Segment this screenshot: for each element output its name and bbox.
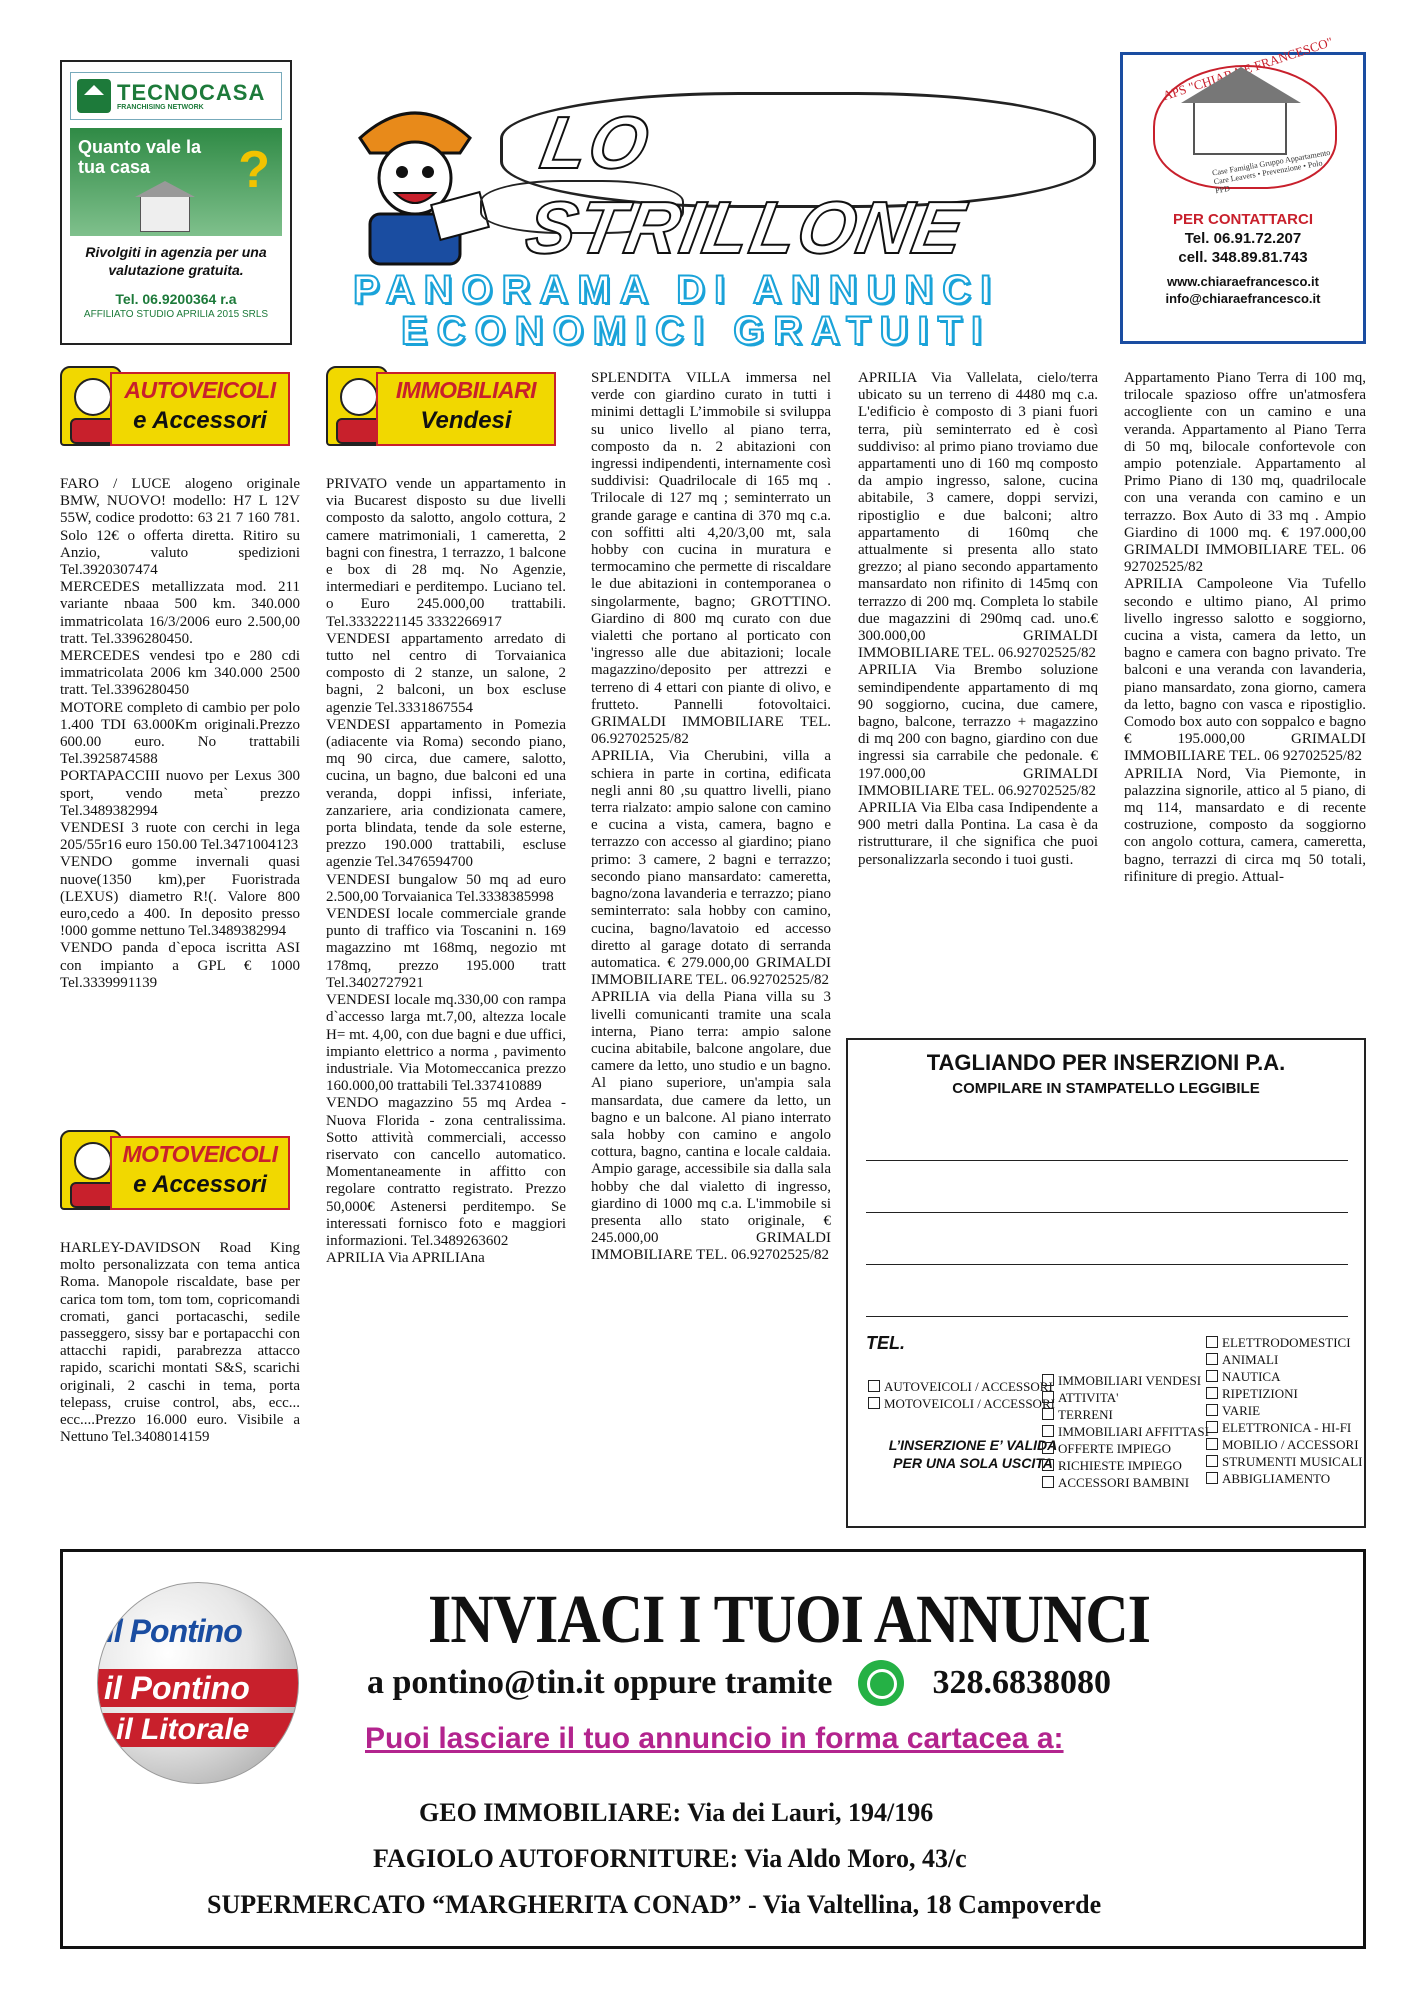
badge-title: IMMOBILIARI xyxy=(395,377,537,403)
contact-email[interactable]: info@chiaraefrancesco.it xyxy=(1165,291,1321,306)
ads-column-motoveicoli xyxy=(60,1240,300,1446)
list-item: VENDESI 3 ruote con cerchi in lega 205/55r16 euro 150.00 Tel.3471004123 xyxy=(60,820,300,854)
masthead-tagline-2: ECONOMICI GRATUITI xyxy=(401,309,992,353)
coupon-write-line[interactable] xyxy=(866,1264,1348,1265)
masthead-tagline-1: PANORAMA DI ANNUNCI xyxy=(353,268,1001,312)
coupon-title: TAGLIANDO PER INSERZIONI P.A. xyxy=(926,1050,1286,1075)
list-item: SPLENDITA VILLA immersa nel verde con giardino curato in tutti i minimi dettagli L’immobile si sviluppa su unico livello al piano terra, composto da n. 2 abitazioni con ingressi indipendenti, internamente così suddivisi: Quadrilocale di 165 mq . Trilocale di 127 mq ; seminterrato un grande garage e cantina di 370 mq c.a. con soffitti alti 4,20/3,00 mt, sala hobby con cucina in muratura e termocamino che permette di riscaldare le due abitazioni in contemporanea o singolarmente, bagno; GROTTINO. Giardino di 800 mq curato con due vialetti che portano al porticato con 'ingresso alle due abitazioni; locale magazzino/deposito per attrezzi e terreno di 4 ettari con piante di olivo, e frutteto. Pannelli fotovoltaici. GRIMALDI IMMOBILIARE TEL. 06.92702525/82 xyxy=(591,370,831,748)
checkbox-ripetizioni[interactable]: RIPETIZIONI xyxy=(1206,1385,1362,1402)
masthead-logo xyxy=(320,80,1100,280)
list-item: VENDO magazzino 55 mq Ardea - Nuova Florida - zona centralissima. Sotto attività commerciali, accesso riservato con cancello automatico. Momentaneamente in affitto con regolare contratto registrato. Prezzo 50,000€ Astenersi perditempo. Se interessati fornisco foto e maggiori informazioni. Tel.3489263602 xyxy=(326,1095,566,1249)
checkbox-terreni[interactable]: TERRENI xyxy=(1042,1406,1209,1423)
chiara-francesco-ad xyxy=(1120,33,1366,344)
badge-title: MOTOVEICOLI xyxy=(122,1141,278,1167)
tecnocasa-logo xyxy=(70,72,282,120)
list-item: APRILIA Nord, Via Piemonte, in palazzina signorile, attico al 5 piano, di mq 114, mansardato e di recente costruzione, composto da soggiorno con angolo cottura, camera, cameretta, bagno, terrazzi di circa mq 50 totali, rifiniture di pregio. Attual- xyxy=(1124,765,1366,885)
list-item: VENDESI bungalow 50 mq ad euro 2.500,00 Torvaianica Tel.3338385998 xyxy=(326,871,566,905)
contact-tel: Tel. 06.91.72.207 xyxy=(1184,230,1302,247)
masthead-title: LO STRILLONE xyxy=(520,101,973,269)
list-item: APRILIA via della Piana villa su 3 livelli comunicanti tramite una scala interna, Piano terra: ampio salone cucina abitabile, balcone angolare, due camere da letto, uno studio e un bagno. Al piano superiore, un'ampia sala mansardata, due camere da letto, un bagno e un balcone. Al piano interrato sala hobby con camino e angolo cottura, bagno, cantina e locale caldaia. Ampio garage, accessibile sia dalla sala hobby che dal vialetto di ingresso, giardino di 1000 mq c.a. L'immobile si presenta allo stato originale, € 245.000,00 GRIMALDI IMMOBILIARE TEL. 06.92702525/82 xyxy=(591,989,831,1264)
ads-column-immobiliari-1 xyxy=(326,476,566,1267)
tecnocasa-name: TECNOCASA xyxy=(117,79,266,105)
chiara-logo xyxy=(1123,33,1363,205)
section-badge-motoveicoli xyxy=(60,1130,292,1214)
section-badge-autoveicoli xyxy=(60,366,292,450)
ads-column-immobiliari-2 xyxy=(591,370,831,1265)
coupon-write-line[interactable] xyxy=(866,1160,1348,1161)
house-icon xyxy=(77,79,111,113)
checkbox-accessori-bambini[interactable]: ACCESSORI BAMBINI xyxy=(1042,1474,1209,1491)
checkbox-animali[interactable]: ANIMALI xyxy=(1206,1351,1362,1368)
tecnocasa-cta: Rivolgiti in agenzia per una valutazione gratuita. xyxy=(85,244,267,278)
chiara-subtitle: Case Famiglia Gruppo Appartamento Care Leavers • Prevenzione • Polo PPD xyxy=(1211,147,1331,195)
checkbox-immobiliari-affittasi[interactable]: IMMOBILIARI AFFITTASI xyxy=(1042,1423,1209,1440)
ads-column-autoveicoli xyxy=(60,476,300,992)
globe-label-2: il Pontino xyxy=(104,1670,250,1706)
submit-email-text[interactable]: a pontino@tin.it oppure tramite xyxy=(367,1664,833,1701)
checkbox-mobilio[interactable]: MOBILIO / ACCESSORI xyxy=(1206,1436,1362,1453)
contact-website[interactable]: www.chiaraefrancesco.it xyxy=(1167,274,1319,289)
question-mark-icon: ? xyxy=(238,141,270,199)
checkbox-elettronica[interactable]: ELETTRONICA - HI-FI xyxy=(1206,1419,1362,1436)
tecnocasa-tel: Tel. 06.9200364 r.a xyxy=(115,291,237,307)
house-icon xyxy=(1193,103,1287,155)
list-item: VENDESI locale mq.330,00 con rampa d`accesso larga mt.7,00, altezza locale H= mt. 4,00, con due bagni e due uffici, impianto elettrico a norma , pavimento industriale. Via Motomeccanica prezzo 160.000,00 trattabili Tel.337410889 xyxy=(326,992,566,1095)
tecnocasa-banner xyxy=(70,128,282,236)
list-item: APRILIA Via Elba casa Indipendente a 900 metri dalla Pontina. La casa è da ristrutturare, il che significa che puoi personalizzarla secondo i tuoi gusti. xyxy=(858,800,1098,868)
list-item: MERCEDES metallizzata mod. 211 variante nbaaa 500 km. 340.000 immatricolata 16/3/2006 euro 2.500,00 tratt. Tel.3396280450. xyxy=(60,579,300,647)
coupon-category-group-b xyxy=(1042,1372,1209,1491)
submit-contact-line xyxy=(367,1660,1111,1706)
list-item: APRILIA Via APRILIAna xyxy=(326,1250,485,1267)
checkbox-nautica[interactable]: NAUTICA xyxy=(1206,1368,1362,1385)
list-item: MERCEDES vendesi tpo e 280 cdi immatricolata 2006 km 340.000 2500 tratt. Tel.3396280450 xyxy=(60,648,300,699)
coupon-tel-label: TEL. xyxy=(866,1333,905,1353)
tecnocasa-question: Quanto vale la tua casa xyxy=(78,137,202,177)
checkbox-varie[interactable]: VARIE xyxy=(1206,1402,1362,1419)
badge-title: AUTOVEICOLI xyxy=(124,377,276,403)
checkbox-attivita[interactable]: ATTIVITA' xyxy=(1042,1389,1209,1406)
chiara-arc-label: APS "CHIARA E FRANCESCO" xyxy=(1160,33,1335,104)
checkbox-autoveicoli[interactable]: AUTOVEICOLI / ACCESSORI xyxy=(868,1378,1055,1395)
submit-phone[interactable]: 328.6838080 xyxy=(932,1664,1111,1701)
badge-subtitle: Vendesi xyxy=(420,407,512,434)
address-line: GEO IMMOBILIARE: Via dei Lauri, 194/196 xyxy=(419,1798,934,1827)
list-item: VENDESI appartamento arredato di tutto nel centro di Torvaianica composto di 2 stanze, un salone, 2 bagni, 2 balconi, un box escluse agenzie Tel.3331867554 xyxy=(326,630,566,716)
badge-subtitle: e Accessori xyxy=(133,407,267,434)
list-item: APRILIA Via Brembo soluzione semindipendente appartamento di mq 90 soggiorno, cucina, due camere, bagno, balcone, terrazzo + magazzino di mq 200 con bagno, giardino con due ingressi sia carrabile che pedonale. € 197.000,00 GRIMALDI IMMOBILIARE TEL. 06.92702525/82 xyxy=(858,662,1098,799)
list-item: APRILIA Via Vallelata, cielo/terra ubicato su un terreno di 4480 mq c.a. L'edificio è composto di 3 piani fuori terra, più seminterrato ed è così suddiviso: al primo piano troviamo due appartamenti uno di 160 mq composto da ampio ingresso, salone, cucina abitabile, 3 camere, doppi servizi, ripostiglio e due balconi; altro appartamento di 160mq che attualmente si presenta allo stato grezzo; al piano secondo appartamento mansardato non rifinito di 145mq con terrazzo di 200 mq. Completa lo stabile due magazzini di 290mq cad. uno.€ 300.000,00 GRIMALDI IMMOBILIARE TEL. 06.92702525/82 xyxy=(858,370,1098,662)
tecnocasa-affiliate: AFFILIATO STUDIO APRILIA 2015 SRLS xyxy=(83,309,269,320)
tecnocasa-ad xyxy=(60,60,292,345)
section-badge-immobiliari xyxy=(326,366,558,450)
coupon-subtitle: COMPILARE IN STAMPATELLO LEGGIBILE xyxy=(952,1080,1260,1097)
list-item: PORTAPACCIII nuovo per Lexus 300 sport, vendo meta` prezzo Tel.3489382994 xyxy=(60,768,300,819)
coupon-write-line[interactable] xyxy=(866,1316,1348,1317)
checkbox-elettrodomestici[interactable]: ELETTRODOMESTICI xyxy=(1206,1334,1362,1351)
ads-column-immobiliari-4 xyxy=(1124,370,1366,886)
badge-subtitle: e Accessori xyxy=(133,1171,267,1198)
list-item: Appartamento Piano Terra di 100 mq, trilocale spazioso offre un'atmosfera accogliente con un camino e una veranda. Appartamento al Piano Terra di 50 mq, bilocale confortevole con ampio potenziale. Appartamento al Primo Piano di 130 mq, quadrilocale con una veranda con camino e un terrazzo. Box Auto di 33 mq . Ampio Giardino di 1000 mq. € 197.000,00 GRIMALDI IMMOBILIARE TEL. 06 92702525/82 xyxy=(1124,370,1366,576)
whatsapp-icon xyxy=(858,1660,904,1706)
coupon-category-group-c xyxy=(1206,1334,1362,1487)
coupon-write-line[interactable] xyxy=(866,1212,1348,1213)
checkbox-motoveicoli[interactable]: MOTOVEICOLI / ACCESSORI xyxy=(868,1395,1055,1412)
address-line: FAGIOLO AUTOFORNITURE: Via Aldo Moro, 43/c xyxy=(373,1844,967,1873)
model-house-icon xyxy=(140,196,190,232)
submit-headline: INVIACI I TUOI ANNUNCI xyxy=(428,1581,1151,1658)
checkbox-offerte-impiego[interactable]: OFFERTE IMPIEGO xyxy=(1042,1440,1209,1457)
list-item: APRILIA, Via Cherubini, villa a schiera in parte in cortina, edificata negli anni 80 ,su quattro livelli, piano terra rialzato: ampio salone con camino e cucina a vista, camera, bagno e terrazzo con accesso al giardino; piano primo: 3 camere, 2 bagni e terrazzo; secondo piano mansardato: cameretta, bagno/zona lavanderia e terrazzo; piano seminterrato: sala hobby con camino, cucina, bagno/lavatoio ed accesso diretto al garage dotato di serranda automatica. € 279.000,00 GRIMALDI IMMOBILIARE TEL. 06.92702525/82 xyxy=(591,748,831,989)
coupon-validity-note: L’INSERZIONE E’ VALIDA PER UNA SOLA USCITA xyxy=(888,1437,1058,1471)
coupon-category-group-a xyxy=(868,1378,1055,1412)
list-item: PRIVATO vende un appartamento in via Bucarest disposto su due livelli composto da salotto, angolo cottura, 2 camere matrimoniali, 1 cameretta, 2 bagni con finestra, 1 terrazzo, 1 balcone e box di 28 mq. No Agenzie, intermediari e perditempo. Luciano tel. o Euro 245.000,00 trattabili. Tel.3332221145 3332266917 xyxy=(326,476,566,630)
publications-globe-logo xyxy=(97,1582,299,1784)
list-item: MOTORE completo di cambio per polo 1.400 TDI 63.000Km originali.Prezzo 600.00 euro. No trattabili Tel.3925874588 xyxy=(60,699,300,768)
tecnocasa-network: FRANCHISING NETWORK xyxy=(117,103,204,111)
newsboy-mascot-icon xyxy=(340,98,490,278)
list-item: VENDO gomme invernali quasi nuove(1350 km),per Fuoristrada (LEXUS) diametro R!(. Valore 800 euro,cedo a 400. In deposito presso !000 gomme nettuno Tel.3489382994 xyxy=(60,854,300,940)
checkbox-abbigliamento[interactable]: ABBIGLIAMENTO xyxy=(1206,1470,1362,1487)
contact-heading: PER CONTATTARCI xyxy=(1173,211,1313,228)
insertion-coupon xyxy=(846,1038,1366,1528)
globe-label-1: il Pontino xyxy=(106,1613,242,1649)
paper-submit-note: Puoi lasciare il tuo annuncio in forma cartacea a: xyxy=(365,1722,1064,1755)
ads-column-immobiliari-3 xyxy=(858,370,1098,869)
submit-ads-box xyxy=(60,1549,1366,1949)
checkbox-richieste-impiego[interactable]: RICHIESTE IMPIEGO xyxy=(1042,1457,1209,1474)
checkbox-immobiliari-vendesi[interactable]: IMMOBILIARI VENDESI xyxy=(1042,1372,1209,1389)
checkbox-strumenti-musicali[interactable]: STRUMENTI MUSICALI xyxy=(1206,1453,1362,1470)
list-item: HARLEY-DAVIDSON Road King molto personalizzata con tema antica Roma. Manopole riscaldate, base per carica tom tom, tom tom, copricomandi cromati, ganci portacaschi, sedile passeggero, sissy bar e portapacchi con attacchi rapidi, parabrezza attacco rapido, scarichi montati S&S, scarichi originali, 2 caschi in tema, porta telepass, cruise control, abs, ecc... ecc....Prezzo 16.000 euro. Visibile a Nettuno Tel.3408014159 xyxy=(60,1240,300,1446)
contact-cell: cell. 348.89.81.743 xyxy=(1178,249,1308,266)
globe-label-3: il Litorale xyxy=(116,1713,250,1746)
address-line: SUPERMERCATO “MARGHERITA CONAD” - Via Valtellina, 18 Campoverde xyxy=(207,1890,1102,1919)
list-item: VENDO panda d`epoca iscritta ASI con impianto a GPL € 1000 Tel.3339991139 xyxy=(60,940,300,991)
list-item: VENDESI appartamento in Pomezia (adiacente via Roma) secondo piano, mq 90 circa, due camere, salotto, cucina, un bagno, due balconi ed una veranda, doppi infissi, inferiate, zanzariere, aria condizionata camere, porta blindata, tende da sole esterne, prezzo 190.000 trattabili, escluse agenzie Tel.3476594700 xyxy=(326,716,566,871)
list-item: VENDESI locale commerciale grande punto di traffico via Toscanini n. 169 magazzino mt 168mq, negozio mt 178mq, prezzo 195.000 tratt Tel.3402727921 xyxy=(326,906,566,991)
list-item: FARO / LUCE alogeno originale BMW, NUOVO! modello: H7 L 12V 55W, codice prodotto: 63 21 7 160 781. Solo 12€ o offerta diretta. Ritiro su Anzio, valuto spedizioni Tel.3920307474 xyxy=(60,476,300,579)
list-item: APRILIA Campoleone Via Tufello secondo e ultimo piano, Al primo livello ingresso salotto e soggiorno, cucina a vista, camera da letto, un bagno e camera con bagno privato. Tre balconi e una veranda con lavanderia, piano mansardato, zona giorno, camera da letto, bagno con vasca e ripostiglio. Comodo box auto con soppalco e bagno € 195.000,00 GRIMALDI IMMOBILIARE TEL. 06 92702525/82 xyxy=(1124,576,1366,765)
